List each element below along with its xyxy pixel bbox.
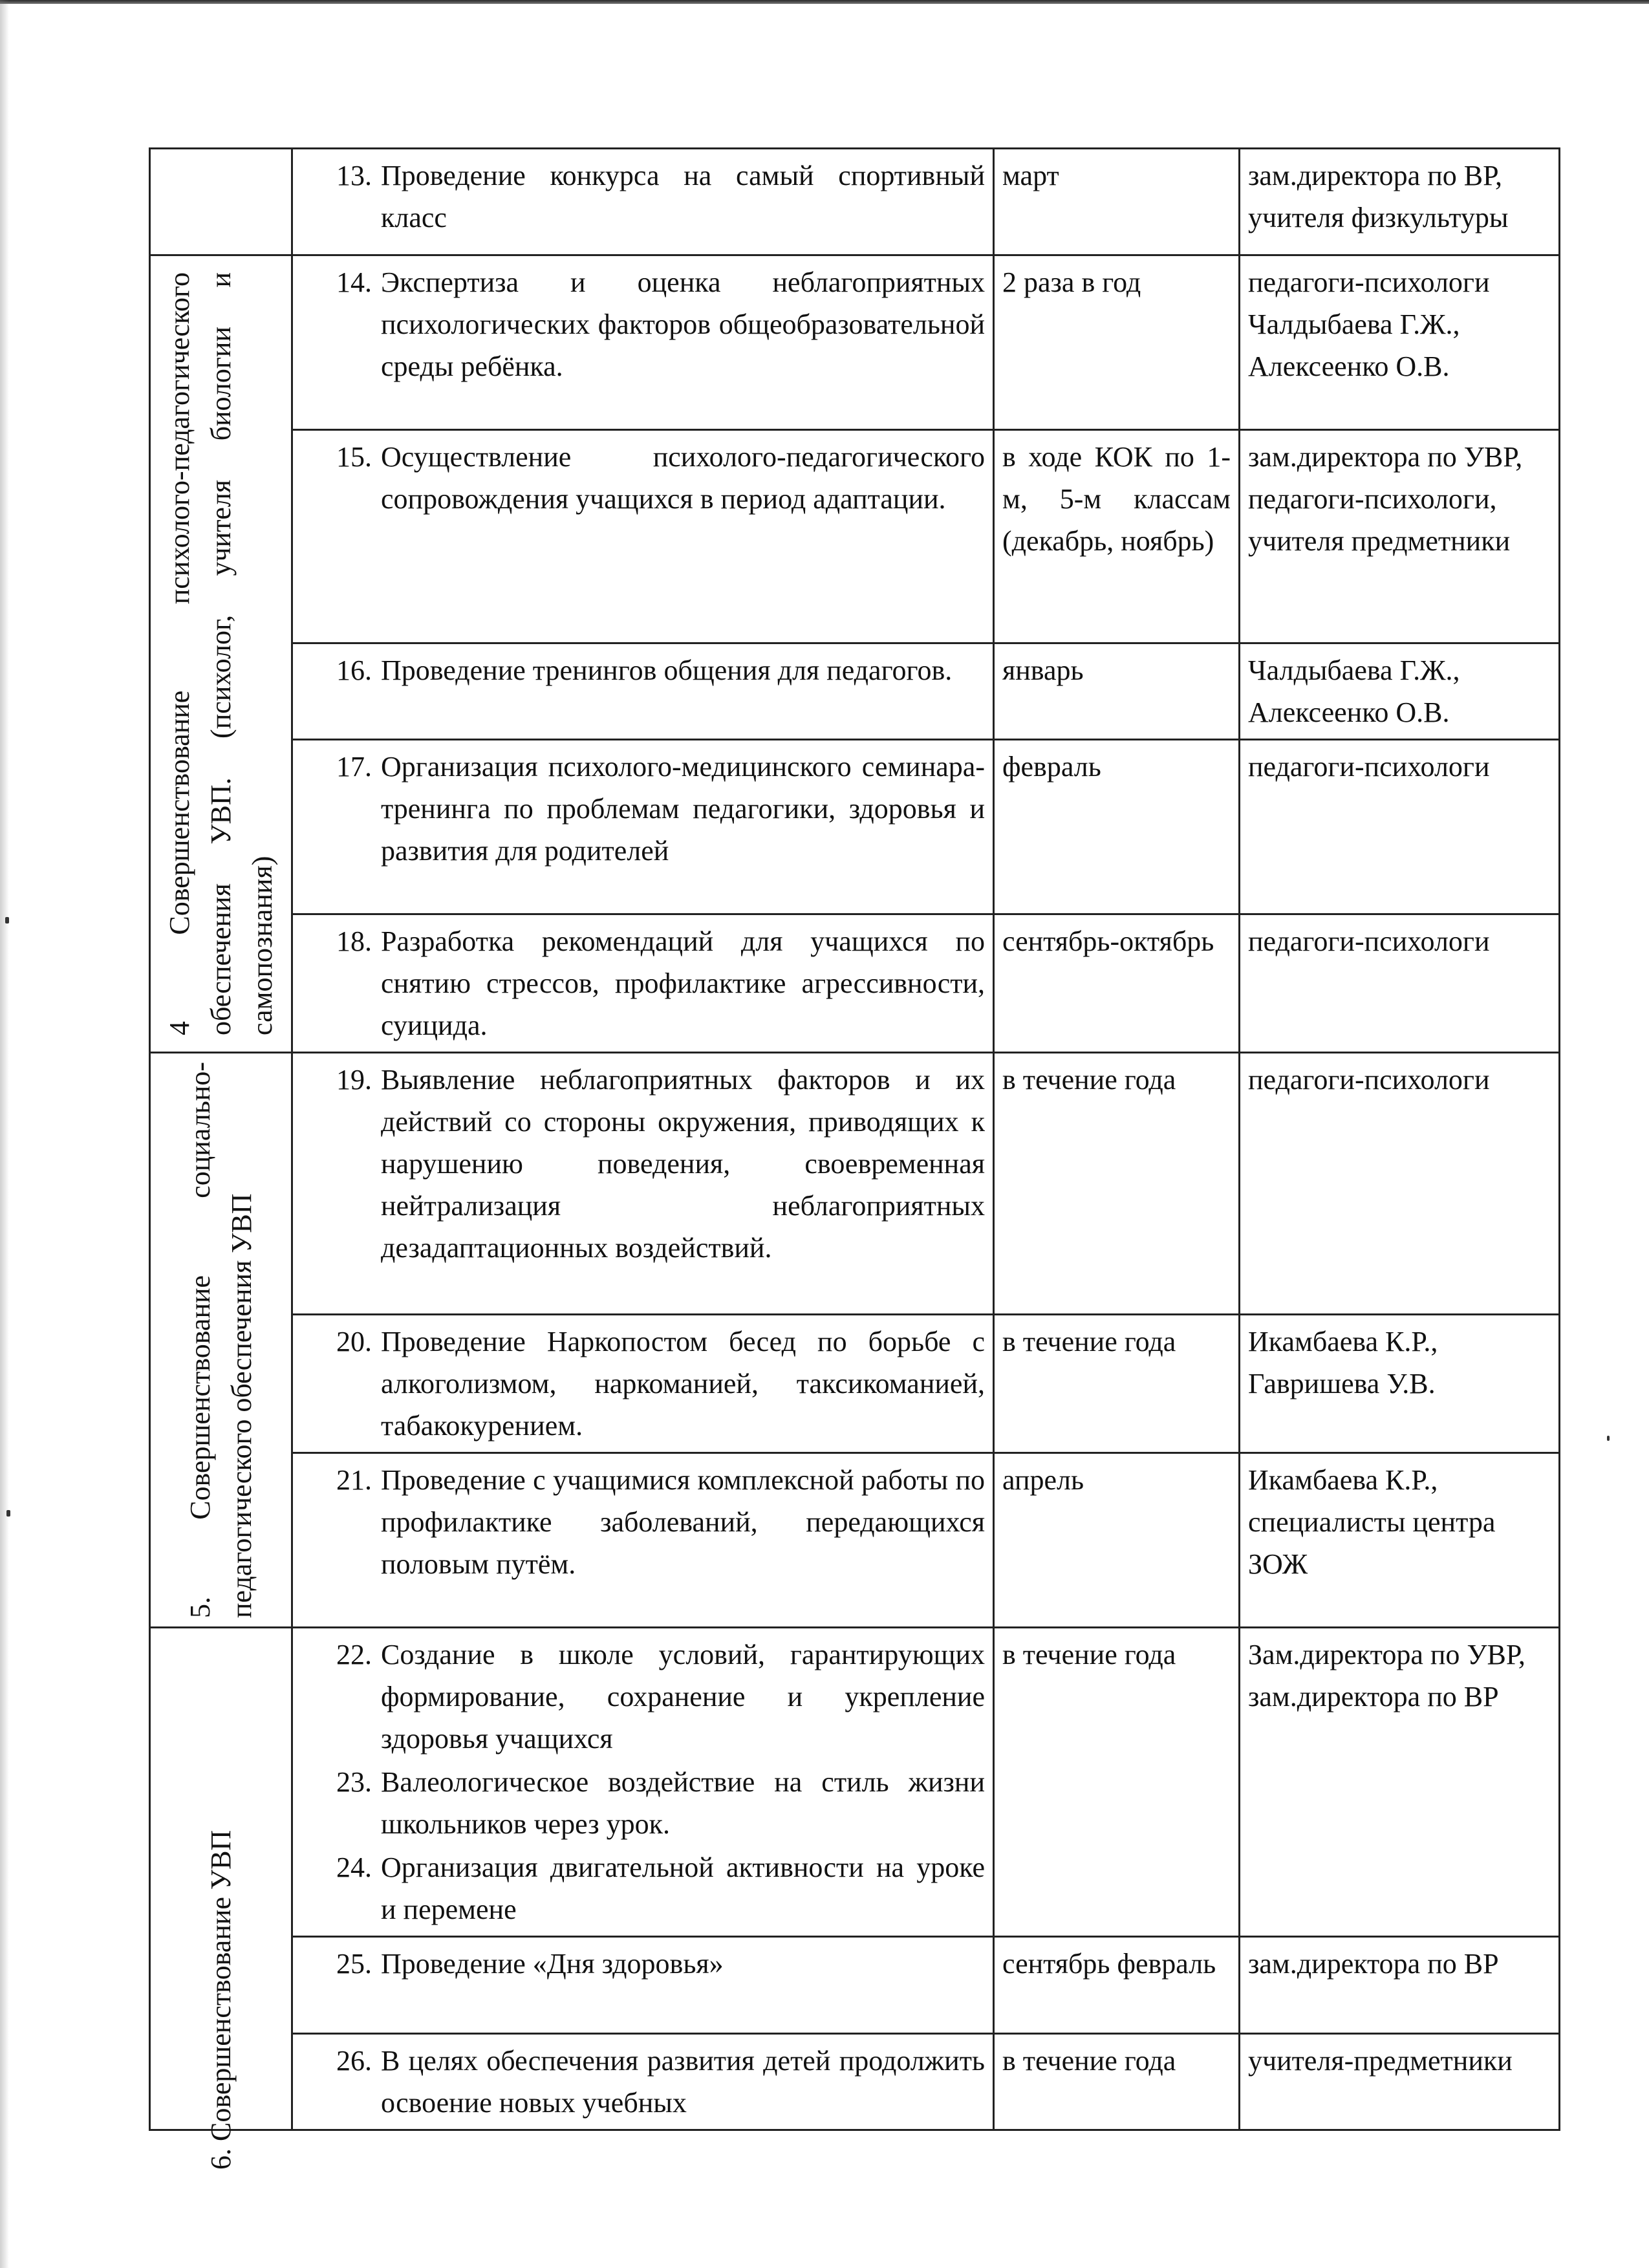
responsible-cell: Икамбаева К.Р., специалисты центра ЗОЖ (1240, 1453, 1560, 1628)
responsible-cell: Чалдыбаева Г.Ж., Алексеенко О.В. (1240, 643, 1560, 740)
section-label: 4 Совершенствование психолого-педагогического обеспечения УВП. (психолог, учителя биологии и самопознания) (163, 272, 278, 1035)
section-label: 5. Совершенствование социально-педагогического обеспечения УВП (184, 1062, 257, 1618)
date-cell: сентябрь-октябрь (994, 914, 1240, 1053)
task-cell (292, 914, 994, 1053)
scan-edge-top (0, 0, 1649, 4)
table-row (150, 1937, 1560, 2034)
item-text: Выявление неблагоприятных факторов и их действий со стороны окружения, приводящих к нарушению поведения, своевременная нейтрализация неблагоприятных дезадаптационных воздействий. (381, 1064, 985, 1264)
date-cell: в ходе КОК по 1-м, 5-м классам (декабрь, ноябрь) (994, 430, 1240, 643)
item-number: 23. (336, 1766, 372, 1798)
task-cell (292, 1053, 994, 1315)
date-cell: в течение года (994, 2034, 1240, 2130)
item-text: Экспертиза и оценка неблагоприятных психологических факторов общеобразовательной среды ребёнка. (381, 266, 985, 382)
item-number: 14. (336, 266, 372, 298)
item-number: 13. (336, 160, 372, 191)
responsible-cell: педагоги-психологи (1240, 1053, 1560, 1315)
responsible-cell: учителя-предметники (1240, 2034, 1560, 2130)
item-number: 22. (336, 1639, 372, 1670)
task-cell (292, 255, 994, 430)
item-number: 15. (336, 441, 372, 473)
item-text: Создание в школе условий, гарантирующих формирование, сохранение и укрепление здоровья учащихся (381, 1639, 985, 1755)
table-row (150, 255, 1560, 430)
responsible-cell: педагоги-психологи (1240, 740, 1560, 914)
section-cell-empty (150, 149, 292, 255)
task-cell (292, 643, 994, 740)
scan-edge-left (0, 0, 9, 2268)
date-cell: в течение года (994, 1628, 1240, 1937)
item-text: В целях обеспечения развития детей продолжить освоение новых учебных (381, 2045, 985, 2119)
plan-table (149, 147, 1560, 2170)
item-text: Проведение «Дня здоровья» (381, 1948, 724, 1980)
date-cell: январь (994, 643, 1240, 740)
task-cell (292, 430, 994, 643)
date-cell: сентябрь февраль (994, 1937, 1240, 2034)
section-cell (150, 1053, 292, 1628)
scan-speck (6, 1510, 10, 1517)
item-number: 26. (336, 2045, 372, 2077)
date-cell: март (994, 149, 1240, 255)
table-row (150, 914, 1560, 1053)
date-cell: февраль (994, 740, 1240, 914)
responsible-cell: Икамбаева К.Р., Гавришева У.В. (1240, 1315, 1560, 1453)
task-cell (292, 1453, 994, 1628)
task-cell (292, 1628, 994, 1937)
item-text: Организация двигательной активности на уроке и перемене (381, 1852, 985, 1925)
item-text: Проведение конкурса на самый спортивный класс (381, 160, 985, 233)
section-cell (150, 1628, 292, 2170)
date-cell: апрель (994, 1453, 1240, 1628)
item-text: Организация психолого-медицинского семинара-тренинга по проблемам педагогики, здоровья и развития для родителей (381, 751, 985, 867)
table-row (150, 1628, 1560, 1937)
task-cell (292, 1315, 994, 1453)
task-cell (292, 149, 994, 255)
date-cell: в течение года (994, 1053, 1240, 1315)
task-cell (292, 740, 994, 914)
item-number: 16. (336, 654, 372, 686)
item-number: 25. (336, 1948, 372, 1980)
section-cell (150, 255, 292, 1053)
responsible-cell: педагоги-психологи Чалдыбаева Г.Ж., Алексеенко О.В. (1240, 255, 1560, 430)
scan-speck (5, 917, 9, 923)
scan-speck (1607, 1436, 1610, 1441)
table-row (150, 430, 1560, 643)
item-text: Проведение Наркопостом бесед по борьбе с алкоголизмом, наркоманией, таксикоманией, табакокурением. (381, 1326, 985, 1442)
responsible-cell: Зам.директора по УВР, зам.директора по ВР (1240, 1628, 1560, 1937)
task-cell (292, 2034, 994, 2130)
item-text: Проведение тренингов общения для педагогов. (381, 654, 953, 686)
table-row (150, 740, 1560, 914)
item-text: Разработка рекомендаций для учащихся по снятию стрессов, профилактике агрессивности, суицида. (381, 925, 985, 1041)
item-number: 20. (336, 1326, 372, 1357)
table-row (150, 1315, 1560, 1453)
item-number: 17. (336, 751, 372, 783)
responsible-cell: зам.директора по УВР, педагоги-психологи, учителя предметники (1240, 430, 1560, 643)
item-text: Осуществление психолого-педагогического сопровождения учащихся в период адаптации. (381, 441, 985, 515)
item-number: 21. (336, 1464, 372, 1496)
section-label: 6. Совершенствование УВП (204, 1830, 237, 2170)
date-cell: в течение года (994, 1315, 1240, 1453)
item-number: 18. (336, 925, 372, 957)
table-row (150, 1453, 1560, 1628)
responsible-cell: зам.директора по ВР, учителя физкультуры (1240, 149, 1560, 255)
item-number: 24. (336, 1852, 372, 1883)
date-cell: 2 раза в год (994, 255, 1240, 430)
item-text: Валеологическое воздействие на стиль жизни школьников через урок. (381, 1766, 985, 1840)
item-text: Проведение с учащимися комплексной работы по профилактике заболеваний, передающихся половым путём. (381, 1464, 985, 1580)
table-row (150, 149, 1560, 255)
table-row (150, 1053, 1560, 1315)
responsible-cell: зам.директора по ВР (1240, 1937, 1560, 2034)
responsible-cell: педагоги-психологи (1240, 914, 1560, 1053)
item-number: 19. (336, 1064, 372, 1096)
table-row (150, 643, 1560, 740)
table-row (150, 2034, 1560, 2130)
task-cell (292, 1937, 994, 2034)
